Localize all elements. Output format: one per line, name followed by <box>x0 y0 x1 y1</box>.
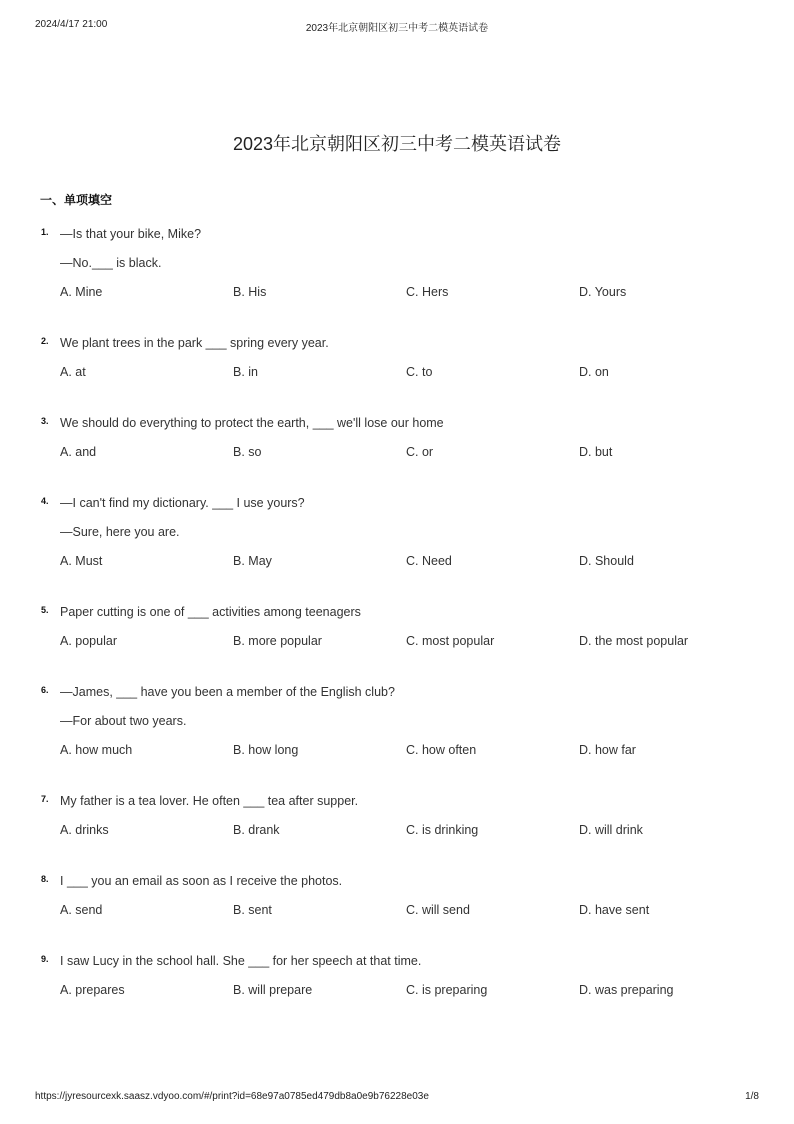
option-row <box>0 633 794 662</box>
option-b: B. drank <box>233 823 280 837</box>
question-stem-line: —For about two years. <box>60 714 187 728</box>
option-d: D. Should <box>579 554 634 568</box>
question-item <box>0 604 794 662</box>
question-stem-line: —Sure, here you are. <box>60 525 180 539</box>
print-datetime: 2024/4/17 21:00 <box>35 19 108 30</box>
option-d: D. will drink <box>579 823 643 837</box>
option-c: C. most popular <box>406 634 495 648</box>
option-d: D. the most popular <box>579 634 689 648</box>
option-a: A. prepares <box>60 983 125 997</box>
option-c: C. Hers <box>406 285 449 299</box>
question-stem-line: We should do everything to protect the earth, ___ we'll lose our home <box>60 416 444 430</box>
option-b: B. His <box>233 285 267 299</box>
option-row <box>0 553 794 582</box>
question-number: 5. <box>41 605 49 615</box>
question-stem-line: I ___ you an email as soon as I receive the photos. <box>60 874 343 888</box>
question-number: 8. <box>41 874 49 884</box>
option-d: D. but <box>579 445 613 459</box>
question-stem-line: —James, ___ have you been a member of the English club? <box>60 685 395 699</box>
question-number: 2. <box>41 336 49 346</box>
option-a: A. at <box>60 365 86 379</box>
option-d: D. was preparing <box>579 983 674 997</box>
option-a: A. and <box>60 445 97 459</box>
question-number: 6. <box>41 685 49 695</box>
option-row <box>0 444 794 473</box>
question-item <box>0 684 794 771</box>
question-item <box>0 873 794 931</box>
question-stem-line: My father is a tea lover. He often ___ tea after supper. <box>60 794 359 808</box>
option-b: B. how long <box>233 743 299 757</box>
question-item <box>0 226 794 313</box>
question-number: 4. <box>41 496 49 506</box>
question-item <box>0 335 794 393</box>
option-b: B. so <box>233 445 262 459</box>
option-row <box>0 902 794 931</box>
question-stem-line: —I can't find my dictionary. ___ I use yours? <box>60 496 305 510</box>
question-item <box>0 495 794 582</box>
section-title: 一、单项填空 <box>40 193 113 207</box>
question-list <box>0 226 794 1033</box>
question-stem-line: —No.___ is black. <box>60 256 162 270</box>
option-row <box>0 742 794 771</box>
question-number: 9. <box>41 954 49 964</box>
question-item <box>0 793 794 851</box>
option-d: D. have sent <box>579 903 650 917</box>
option-a: A. send <box>60 903 103 917</box>
question-stem-line: We plant trees in the park ___ spring every year. <box>60 336 329 350</box>
question-number: 7. <box>41 794 49 804</box>
question-item <box>0 953 794 1011</box>
option-a: A. popular <box>60 634 117 648</box>
option-c: C. is drinking <box>406 823 479 837</box>
option-c: C. to <box>406 365 433 379</box>
option-b: B. will prepare <box>233 983 313 997</box>
option-a: A. Mine <box>60 285 103 299</box>
option-row <box>0 982 794 1011</box>
print-footer <box>0 1091 794 1107</box>
page-indicator: 1/8 <box>745 1091 759 1102</box>
option-a: A. drinks <box>60 823 109 837</box>
option-c: C. will send <box>406 903 470 917</box>
option-d: D. on <box>579 365 609 379</box>
option-a: A. Must <box>60 554 103 568</box>
question-stem-line: Paper cutting is one of ___ activities among teenagers <box>60 605 361 619</box>
option-c: C. or <box>406 445 434 459</box>
option-row <box>0 364 794 393</box>
question-number: 3. <box>41 416 49 426</box>
option-a: A. how much <box>60 743 133 757</box>
option-row <box>0 284 794 313</box>
option-row <box>0 822 794 851</box>
question-item <box>0 415 794 473</box>
option-c: C. Need <box>406 554 452 568</box>
print-header <box>0 19 794 35</box>
document-title: 2023年北京朝阳区初三中考二模英语试卷 <box>232 134 562 154</box>
option-c: C. how often <box>406 743 477 757</box>
option-b: B. more popular <box>233 634 322 648</box>
print-header-title: 2023年北京朝阳区初三中考二模英语试卷 <box>305 23 489 34</box>
option-d: D. how far <box>579 743 636 757</box>
option-c: C. is preparing <box>406 983 488 997</box>
option-b: B. sent <box>233 903 272 917</box>
question-number: 1. <box>41 227 49 237</box>
option-d: D. Yours <box>579 285 627 299</box>
option-b: B. in <box>233 365 259 379</box>
print-url: https://jyresourcexk.saasz.vdyoo.com/#/print?id=68e97a0785ed479db8a0e9b76228e03e <box>35 1091 429 1102</box>
option-b: B. May <box>233 554 272 568</box>
question-stem-line: —Is that your bike, Mike? <box>60 227 202 241</box>
question-stem-line: I saw Lucy in the school hall. She ___ for her speech at that time. <box>60 954 422 968</box>
